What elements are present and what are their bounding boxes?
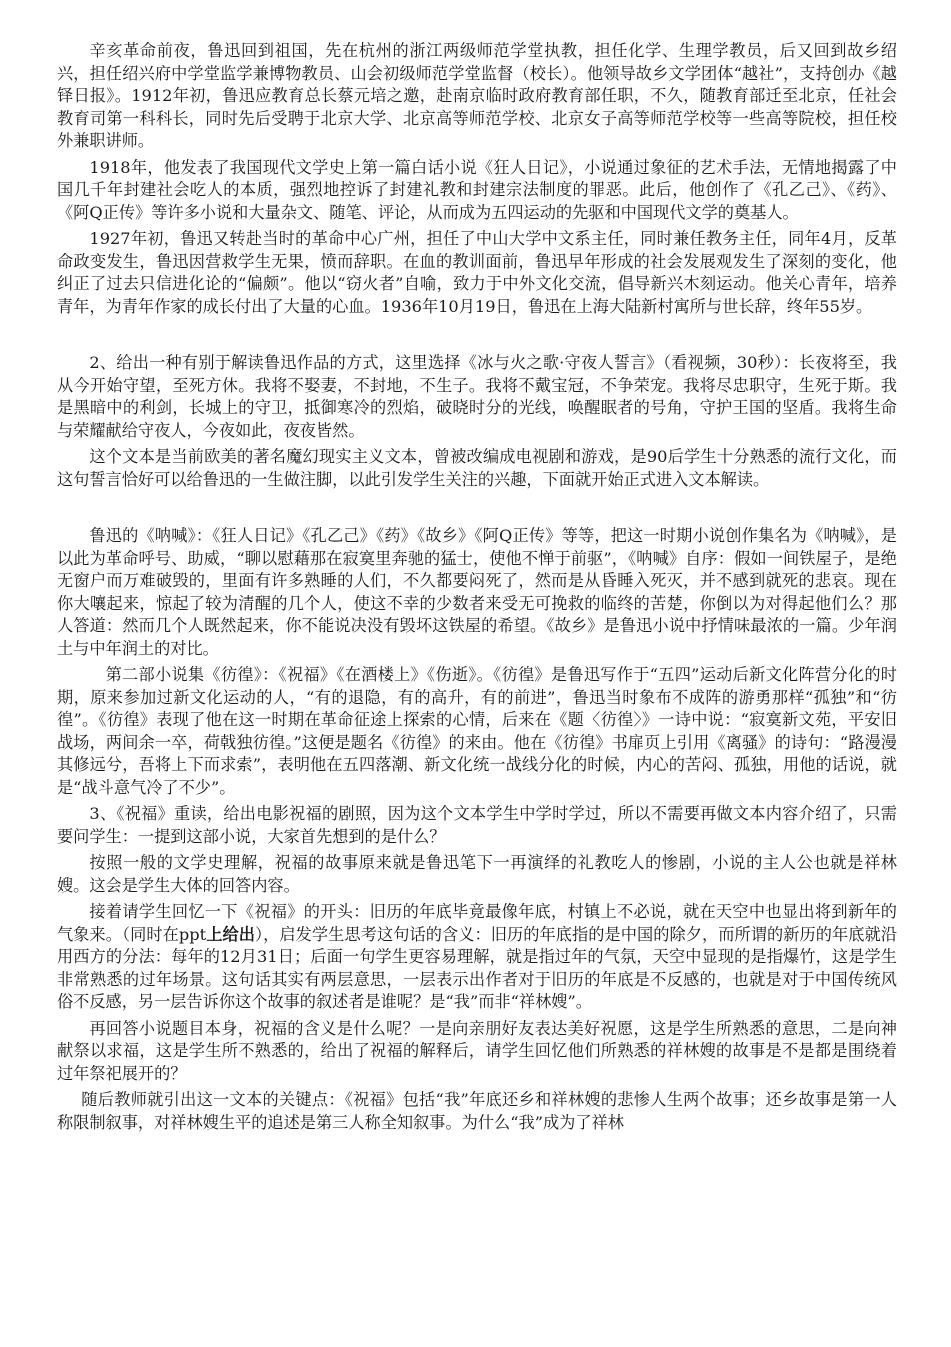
opening-text-a: 接着请学生回忆一下《祝福》的开头：旧历的年底毕竟最像年底，村镇上不必说，就在天空中也显出将到新年的气象来。（同时在ppt	[57, 902, 897, 944]
opening-text-bold: 上给出	[206, 924, 256, 944]
paragraph-xinhai-revolution: 辛亥革命前夜，鲁迅回到祖国，先在杭州的浙江两级师范学堂执教，担任化学、生理学教员，后又回到故乡绍兴，担任绍兴府中学堂监学兼博物教员、山会初级师范学堂监督（校长）。他领导故乡文学团体“越社”，支持创办《越铎日报》。1912年初，鲁迅应教育总长蔡元培之邀，赴南京临时政府教育部任职，不久，随教育部迁至北京，任社会教育司第一科科长，同时先后受聘于北京大学、北京高等师范学校、北京女子高等师范学校等一些高等院校，担任校外兼职讲师。	[57, 41, 897, 150]
paragraph-panghuang: 第二部小说集《彷徨》：《祝福》《在酒楼上》《伤逝》。《彷徨》是鲁迅写作于“五四”运动后新文化阵营分化的时期，原来参加过新文化运动的人，“有的退隐，有的高升，有的前进”，鲁迅当时象布不成阵的游勇那样“孤独”和“彷徨”。《彷徨》表现了他在这一时期在革命征途上探索的心情，后来在《题〈彷徨〉》一诗中说：“寂寞新文苑，平安旧战场，两间余一卒，荷戟独彷徨。”这便是题名《彷徨》的来由。他在《彷徨》书扉页上引用《离骚》的诗句：“路漫漫其修远兮，吾将上下而求索”，表明他在五四落潮、新文化统一战线分化的时候，内心的苦闷、孤独，用他的话说，就是“战斗意气冷了不少”。	[57, 665, 897, 797]
paragraph-1918: 1918年，他发表了我国现代文学史上第一篇白话小说《狂人日记》，小说通过象征的艺术手法，无情地揭露了中国几千年封建社会吃人的本质，强烈地控诉了封建礼教和封建宗法制度的罪恶。此后，他创作了《孔乙己》、《药》、《阿Q正传》等许多小说和大量杂文、随笔、评论，从而成为五四运动的先驱和中国现代文学的奠基人。	[57, 157, 897, 222]
paragraph-1927: 1927年初，鲁迅又转赴当时的革命中心广州，担任了中山大学中文系主任，同时兼任教务主任，同年4月，反革命政变发生，鲁迅因营救学生无果，愤而辞职。在血的教训面前，鲁迅早年形成的社会发展观发生了深刻的变化，他纠正了过去只信进化论的“偏颇”。他以“窃火者”自喻，致力于中外文化交流，倡导新兴木刻运动。他关心青年，培养青年，为青年作家的成长付出了大量的心血。1936年10月19日，鲁迅在上海大陆新村寓所与世长辞，终年55岁。	[57, 229, 897, 316]
paragraph-section-3: 3、《祝福》重读，给出电影祝福的剧照，因为这个文本学生中学时学过，所以不需要再做文本内容介绍了，只需要问学生：一提到这部小说，大家首先想到的是什么？	[57, 804, 897, 846]
paragraph-text-intro: 这个文本是当前欧美的著名魔幻现实主义文本，曾被改编成电视剧和游戏，是90后学生十分熟悉的流行文化，而这句誓言恰好可以给鲁迅的一生做注脚，以此引发学生关注的兴趣，下面就开始正式进入文本解读。	[57, 447, 897, 489]
paragraph-section-2: 2、给出一种有别于解读鲁迅作品的方式，这里选择《冰与火之歌·守夜人誓言》（看视频，30秒）：长夜将至，我从今开始守望，至死方休。我将不娶妻，不封地，不生子。我将不戴宝冠，不争荣宠。我将尽忠职守，生死于斯。我是黑暗中的利剑，长城上的守卫，抵御寒冷的烈焰，破晓时分的光线，唤醒眠者的号角，守护王国的坚盾。我将生命与荣耀献给守夜人，今夜如此，夜夜皆然。	[57, 353, 897, 440]
document-page	[57, 40, 897, 1138]
spacer	[57, 495, 897, 525]
opening-text-c: ），启发学生思考这句话的含义：旧历的年底指的是中国的除夕，而所谓的新历的年底就沿用西方的分法：每年的12月31日；后面一句学生更容易理解，就是指过年的气氛，天空中显现的是指爆竹，这是学生非常熟悉的过年场景。这句话其实有两层意思，一层表示出作者对于旧历的年底是不反感的，也就是对于中国传统风俗不反感，另一层告诉你这个故事的叙述者是谁呢？是“我”而非“祥林嫂”。	[57, 924, 898, 1011]
paragraph-key-point: 随后教师就引出这一文本的关键点：《祝福》包括“我”年底还乡和祥林嫂的悲惨人生两个故事；还乡故事是第一人称限制叙事，对祥林嫂生平的追述是第三人称全知叙事。为什么“我”成为了祥林	[57, 1090, 897, 1132]
paragraph-literary-history: 按照一般的文学史理解，祝福的故事原来就是鲁迅笔下一再演绎的礼教吃人的惨剧，小说的主人公也就是祥林嫂。这会是学生大体的回答内容。	[57, 853, 897, 895]
spacer	[57, 322, 897, 352]
paragraph-nahan: 鲁迅的《呐喊》：《狂人日记》《孔乙己》《药》《故乡》《阿Q正传》等等，把这一时期小说创作集名为《呐喊》，是以此为革命呼号、助威，“聊以慰藉那在寂寞里奔驰的猛士，使他不惮于前驱”，《呐喊》自序：假如一间铁屋子，是绝无窗户而万难破毁的，里面有许多熟睡的人们，不久都要闷死了，然而是从昏睡入死灭，并不感到就死的悲哀。现在你大嚷起来，惊起了较为清醒的几个人，使这不幸的少数者来受无可挽救的临终的苦楚，你倒以为对得起他们么？那人答道：然而几个人既然起来，你不能说决没有毁坏这铁屋的希望。《故乡》是鲁迅小说中抒情味最浓的一篇。少年润土与中年润土的对比。	[57, 526, 897, 658]
paragraph-title-meaning: 再回答小说题目本身，祝福的含义是什么呢？一是向亲朋好友表达美好祝愿，这是学生所熟悉的意思，二是向神献祭以求福，这是学生所不熟悉的，给出了祝福的解释后，请学生回忆他们所熟悉的祥林嫂的故事是不是都是围绕着过年祭祀展开的？	[57, 1018, 897, 1083]
paragraph-opening	[57, 901, 897, 1014]
